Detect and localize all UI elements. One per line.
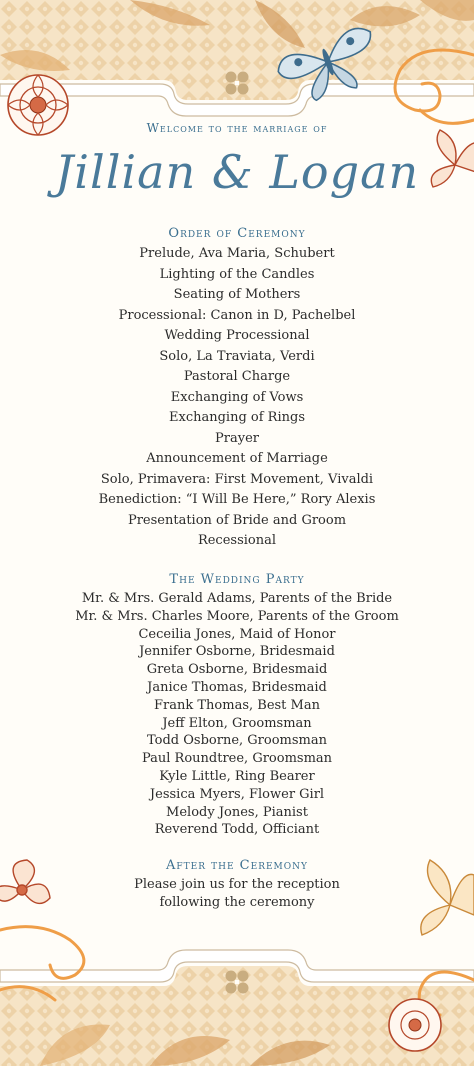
ceremony-item: Solo, Primavera: First Movement, Vivaldi [100, 471, 374, 487]
ceremony-item: Recessional [197, 533, 277, 548]
party-member: Melody Jones, Pianist [166, 804, 308, 820]
party-member: Jessica Myers, Flower Girl [149, 786, 325, 802]
party-member: Frank Thomas, Best Man [154, 697, 320, 713]
ceremony-item: Processional: Canon in D, Pachelbel [118, 307, 356, 323]
ceremony-item: Pastoral Charge [183, 369, 291, 384]
section-heading-ceremony: Order of Ceremony [168, 226, 306, 241]
party-member: Paul Roundtree, Groomsman [141, 751, 333, 767]
ceremony-item: Lighting of the Candles [159, 266, 315, 282]
couple-names: Jillian & Logan [54, 145, 420, 199]
party-member: Greta Osborne, Bridesmaid [146, 662, 328, 678]
ceremony-item: Exchanging of Vows [170, 389, 304, 405]
party-member: Mr. & Mrs. Gerald Adams, Parents of the Bride [81, 591, 393, 606]
after-ceremony-section [0, 856, 474, 912]
party-member: Jeff Elton, Groomsman [162, 715, 312, 731]
ceremony-item: Benediction: “I Will Be Here,” Rory Alexis [98, 492, 376, 507]
section-heading-party: The Wedding Party [169, 572, 305, 587]
ceremony-section [0, 224, 474, 552]
ceremony-item: Prelude, Ava Maria, Schubert [139, 246, 335, 261]
party-member: Mr. & Mrs. Charles Moore, Parents of the Groom [75, 608, 399, 624]
ceremony-item: Exchanging of Rings [169, 410, 305, 425]
after-line: Please join us for the reception [134, 877, 340, 892]
section-heading-after: After the Ceremony [166, 858, 308, 873]
welcome-line: Welcome to the marriage of [146, 121, 328, 135]
party-member: Kyle Little, Ring Bearer [159, 768, 315, 784]
ceremony-item: Solo, La Traviata, Verdi [159, 348, 315, 364]
ceremony-item: Presentation of Bride and Groom [127, 512, 347, 528]
ceremony-item: Wedding Processional [164, 328, 310, 343]
party-member: Todd Osborne, Groomsman [147, 733, 327, 749]
party-member: Reverend Todd, Officiant [154, 822, 320, 838]
ceremony-item: Announcement of Marriage [146, 451, 328, 466]
ceremony-item: Prayer [215, 430, 259, 446]
party-member: Ceceilia Jones, Maid of Honor [138, 626, 336, 642]
flower-icon [389, 999, 441, 1051]
party-member: Janice Thomas, Bridesmaid [147, 679, 327, 695]
wedding-party-section [0, 570, 474, 839]
ceremony-item: Seating of Mothers [173, 287, 301, 302]
after-line: following the ceremony [159, 895, 315, 910]
party-member: Jennifer Osborne, Bridesmaid [139, 644, 335, 660]
